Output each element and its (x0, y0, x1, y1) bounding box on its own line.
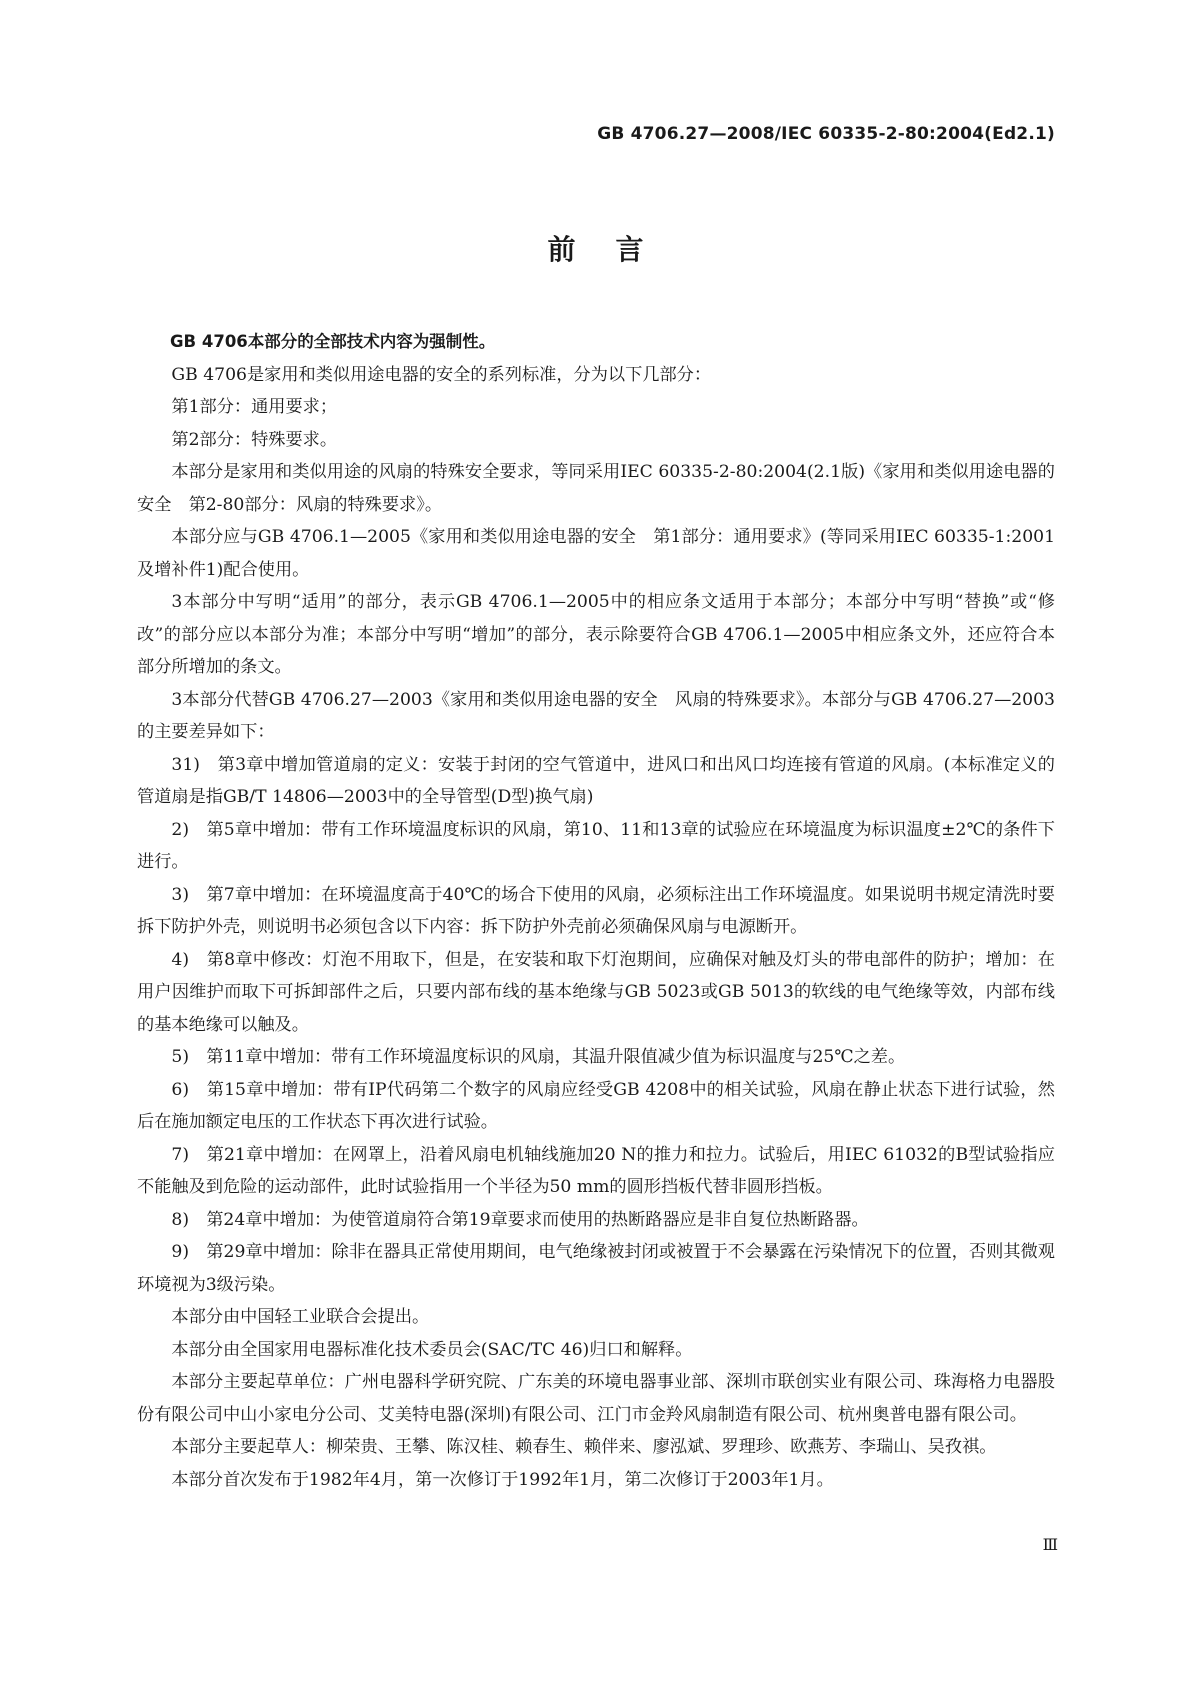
difference-item-6: 6) 第15章中增加：带有IP代码第二个数字的风扇应经受GB 4208中的相关试验，风扇在静止状态下进行试验，然后在施加额定电压的工作状态下再次进行试验。 (137, 1079, 1055, 1132)
foreword-body (137, 326, 1055, 1496)
difference-item-9: 9) 第29章中增加：除非在器具正常使用期间，电气绝缘被封闭或被置于不会暴露在污染情况下的位置，否则其微观环境视为3级污染。 (137, 1242, 1055, 1295)
mandatory-statement: GB 4706本部分的全部技术内容为强制性。 (170, 332, 496, 351)
paragraph-proposed-by: 本部分由中国轻工业联合会提出。 (171, 1307, 430, 1327)
paragraph-administered-by: 本部分由全国家用电器标准化技术委员会(SAC/TC 46)归口和解释。 (171, 1339, 693, 1360)
paragraph-part2: 第2部分：特殊要求。 (171, 429, 338, 450)
paragraph-scope: 本部分是家用和类似用途的风扇的特殊安全要求，等同采用IEC 60335-2-80:2004(2.1版)《家用和类似用途电器的安全 第2-80部分：风扇的特殊要求》。 (137, 462, 1055, 515)
paragraph-series: GB 4706是家用和类似用途电器的安全的系列标准，分为以下几部分： (171, 364, 712, 385)
page-number: Ⅲ (1042, 1535, 1058, 1554)
difference-item-7: 7) 第21章中增加：在网罩上，沿着风扇电机轴线施加20 N的推力和拉力。试验后，用IEC 61032的B型试验指应不能触及到危险的运动部件，此时试验指用一个半径为50 mm的圆形挡板代替非圆形挡板。 (137, 1144, 1055, 1197)
difference-item-5: 5) 第11章中增加：带有工作环境温度标识的风扇，其温升限值减少值为标识温度与25℃之差。 (171, 1047, 906, 1067)
difference-item-2: 2) 第5章中增加：带有工作环境温度标识的风扇，第10、11和13章的试验应在环境温度为标识温度±2℃的条件下进行。 (137, 819, 1055, 872)
paragraph-usage: 本部分应与GB 4706.1—2005《家用和类似用途电器的安全 第1部分：通用要求》(等同采用IEC 60335-1:2001及增补件1)配合使用。 (137, 527, 1055, 580)
difference-item-8: 8) 第24章中增加：为使管道扇符合第19章要求而使用的热断路器应是非自复位热断路器。 (171, 1209, 869, 1230)
page-title: 前言 (547, 233, 684, 266)
difference-item-3: 3) 第7章中增加：在环境温度高于40℃的场合下使用的风扇，必须标注出工作环境温度。如果说明书规定清洗时要拆下防护外壳，则说明书必须包含以下内容：拆下防护外壳前必须确保风扇与电源断开。 (137, 884, 1055, 937)
paragraph-history: 本部分首次发布于1982年4月，第一次修订于1992年1月，第二次修订于2003年1月。 (171, 1469, 834, 1490)
paragraph-terms: 3本部分中写明“适用”的部分，表示GB 4706.1—2005中的相应条文适用于本部分；本部分中写明“替换”或“修改”的部分应以本部分为准；本部分中写明“增加”的部分，表示除要符合GB 4706.1—2005中相应条文外，还应符合本部分所增加的条文。 (137, 592, 1055, 677)
difference-item-1: 31) 第3章中增加管道扇的定义：安装于封闭的空气管道中，进风口和出风口均连接有管道的风扇。(本标准定义的管道扇是指GB/T 14806—2003中的全导管型(D型)换气扇) (137, 754, 1055, 807)
paragraph-part1: 第1部分：通用要求； (171, 397, 338, 417)
paragraph-drafters: 本部分主要起草人：柳荣贵、王攀、陈汉桂、赖春生、赖伴来、廖泓斌、罗理珍、欧燕芳、李瑞山、吴孜祺。 (171, 1437, 997, 1457)
difference-item-4: 4) 第8章中修改：灯泡不用取下，但是，在安装和取下灯泡期间，应确保对触及灯头的带电部件的防护；增加：在用户因维护而取下可拆卸部件之后，只要内部布线的基本绝缘与GB 5023或GB 5013的软线的电气绝缘等效，内部布线的基本绝缘可以触及。 (137, 949, 1055, 1035)
standard-code-header: GB 4706.27—2008/IEC 60335-2-80:2004(Ed2.1) (597, 124, 1055, 144)
paragraph-drafting-units: 本部分主要起草单位：广州电器科学研究院、广东美的环境电器事业部、深圳市联创实业有限公司、珠海格力电器股份有限公司中山小家电分公司、艾美特电器(深圳)有限公司、江门市金羚风扇制造有限公司、杭州奥普电器有限公司。 (137, 1372, 1055, 1425)
paragraph-replaces: 3本部分代替GB 4706.27—2003《家用和类似用途电器的安全 风扇的特殊要求》。本部分与GB 4706.27—2003的主要差异如下： (137, 689, 1055, 742)
